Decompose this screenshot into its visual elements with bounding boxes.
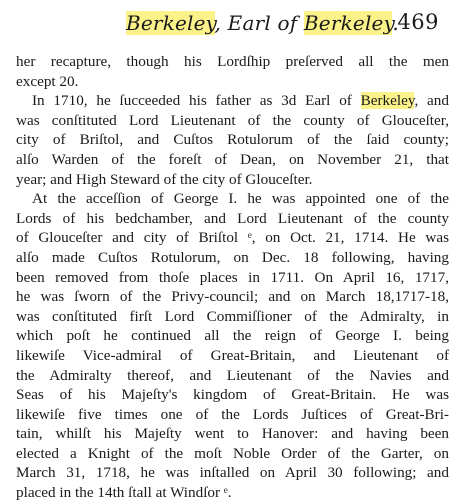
text-line [16,91,449,111]
text-line: except 20. [16,72,79,90]
text-line: year; and High Steward of the city of Glouceſter. [16,170,313,188]
running-title-text: , Earl of [214,11,304,35]
text-segment: In 1710, he ſucceeded his father as 3d Earl of [32,92,361,110]
text-line: city of Briſtol, and Cuſtos Rotulorum of the ſaid county; [16,131,449,149]
text-line: which poſt he continued all the reign of George I. being [16,327,449,345]
text-line: likewiſe Vice-admiral of Great-Britain, and Lieutenant of [16,346,449,364]
text-line: Lords of his bedchamber, and Lord Lieutenant of the county [16,209,449,227]
text-line: elected a Knight of the moſt Noble Order of the Garter, on [16,444,449,462]
text-line: At the acceſſion of George I. he was appointed one of the [32,190,449,208]
text-line: March 31, 1718, he was inſtalled on April 30 following; and [16,464,449,482]
highlighted-term: Berkeley [303,11,393,35]
text-line: her recapture, though his Lordſhip preſerved all the men [16,53,449,70]
body-text [16,52,449,503]
text-line: he was ſworn of the Privy-council; and on March 18,1717-18, [16,288,449,306]
text-line: Seas of his Majeſty's kingdom of Great-Britain. He was [16,386,449,404]
highlighted-term: Berkeley [360,92,415,110]
running-head [16,0,449,40]
running-title-period: . [392,11,399,35]
text-line: been removed from thoſe places in 1711. On April 16, 1717, [16,268,449,286]
text-line: tain, whilſt his Majeſty went to Hanover: and having been [16,425,449,443]
highlighted-term: Berkeley [126,11,215,35]
page-number: 469 [397,10,439,34]
running-title [126,11,399,35]
text-line: likewiſe five times one of the Lords Juſtices of Great-Bri- [16,405,449,423]
text-line: was conſtituted Lord Lieutenant of the county of Glouceſter, [16,111,449,129]
text-line: was conſtituted firſt Lord Commiſſioner of the Admiralty, in [16,307,449,325]
text-line: alſo Warden of the foreſt of Dean, on November 21, that [16,150,449,168]
text-line: of Glouceſter and city of Briſtol ᵉ, on Oct. 21, 1714. He was [16,229,449,247]
text-segment: , and [414,92,449,110]
text-line: the Admiralty thereof, and Lieutenant of the Navies and [16,366,449,384]
text-line: placed in the 14th ſtall at Windſor ᵉ. [16,484,232,502]
text-line: alſo made Cuſtos Rotulorum, on Dec. 18 following, having [16,248,449,266]
